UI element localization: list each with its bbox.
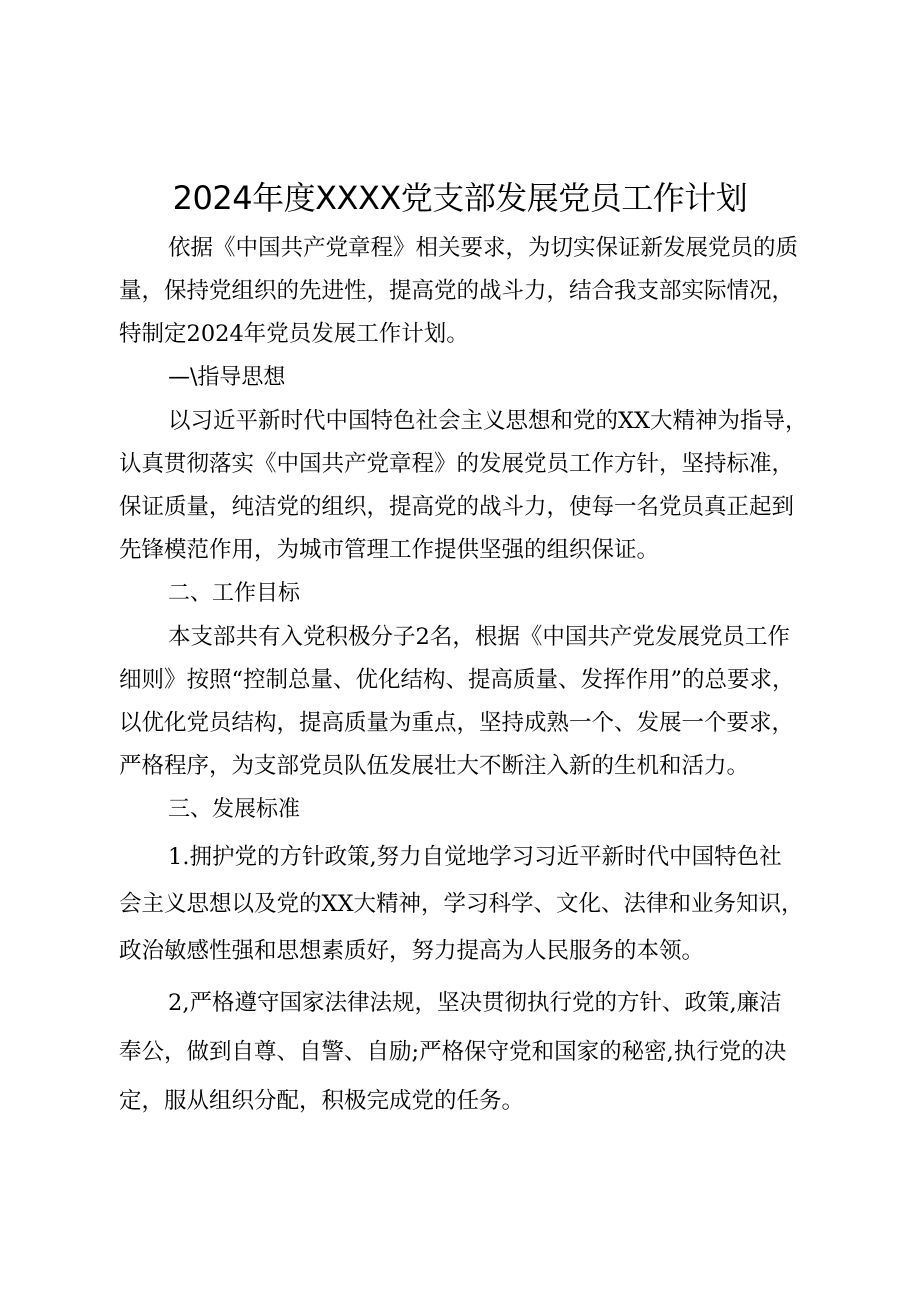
document-title: 2024年度XXXX党支部发展党员工作计划 [172,179,748,217]
paragraph-line: 定，服从组织分配，积极完成党的任务。 [119,1088,525,1114]
section-heading: —\指导思想 [168,365,286,390]
paragraph-line: 以习近平新时代中国特色社会主义思想和党的XX大精神为指导， [168,408,808,434]
section-heading: 三、发展标准 [168,797,301,822]
paragraph-line: 政治敏感性强和思想素质好，努力提高为人民服务的本领。 [119,938,705,964]
paragraph-line: 以优化党员结构，提高质量为重点，坚持成熟一个、发展一个要求， [119,710,795,736]
paragraph-line: 细则》按照“控制总量、优化结构、提高质量、发挥作用”的总要求， [119,667,795,693]
paragraph-line: 先锋模范作用，为城市管理工作提供坚强的组织保证。 [119,537,660,563]
paragraph-line: 严格程序，为支部党员队伍发展壮大不断注入新的生机和活力。 [119,753,750,779]
intro-line: 特制定2024年党员发展工作计划。 [119,321,469,347]
intro-line: 量，保持党组织的先进性，提高党的战斗力，结合我支部实际情况， [119,278,795,304]
paragraph-line: 2,严格遵守国家法律法规，坚决贯彻执行党的方针、政策,廉洁 [168,990,782,1016]
intro-line: 依据《中国共产党章程》相关要求，为切实保证新发展党员的质 [168,235,799,261]
section-heading: 二、工作目标 [168,581,301,606]
paragraph-line: 1.拥护党的方针政策,努力自觉地学习习近平新时代中国特色社 [168,844,782,870]
paragraph-line: 本支部共有入党积极分子2名，根据《中国共产党发展党员工作 [168,624,790,650]
paragraph-line: 会主义思想以及党的XX大精神，学习科学、文化、法律和业务知识， [119,891,804,917]
paragraph-line: 认真贯彻落实《中国共产党章程》的发展党员工作方针，坚持标准， [119,451,795,477]
paragraph-line: 保证质量，纯洁党的组织，提高党的战斗力，使每一名党员真正起到 [119,494,795,520]
paragraph-line: 奉公，做到自尊、自警、自励;严格保守党和国家的秘密,执行党的决 [119,1039,787,1065]
